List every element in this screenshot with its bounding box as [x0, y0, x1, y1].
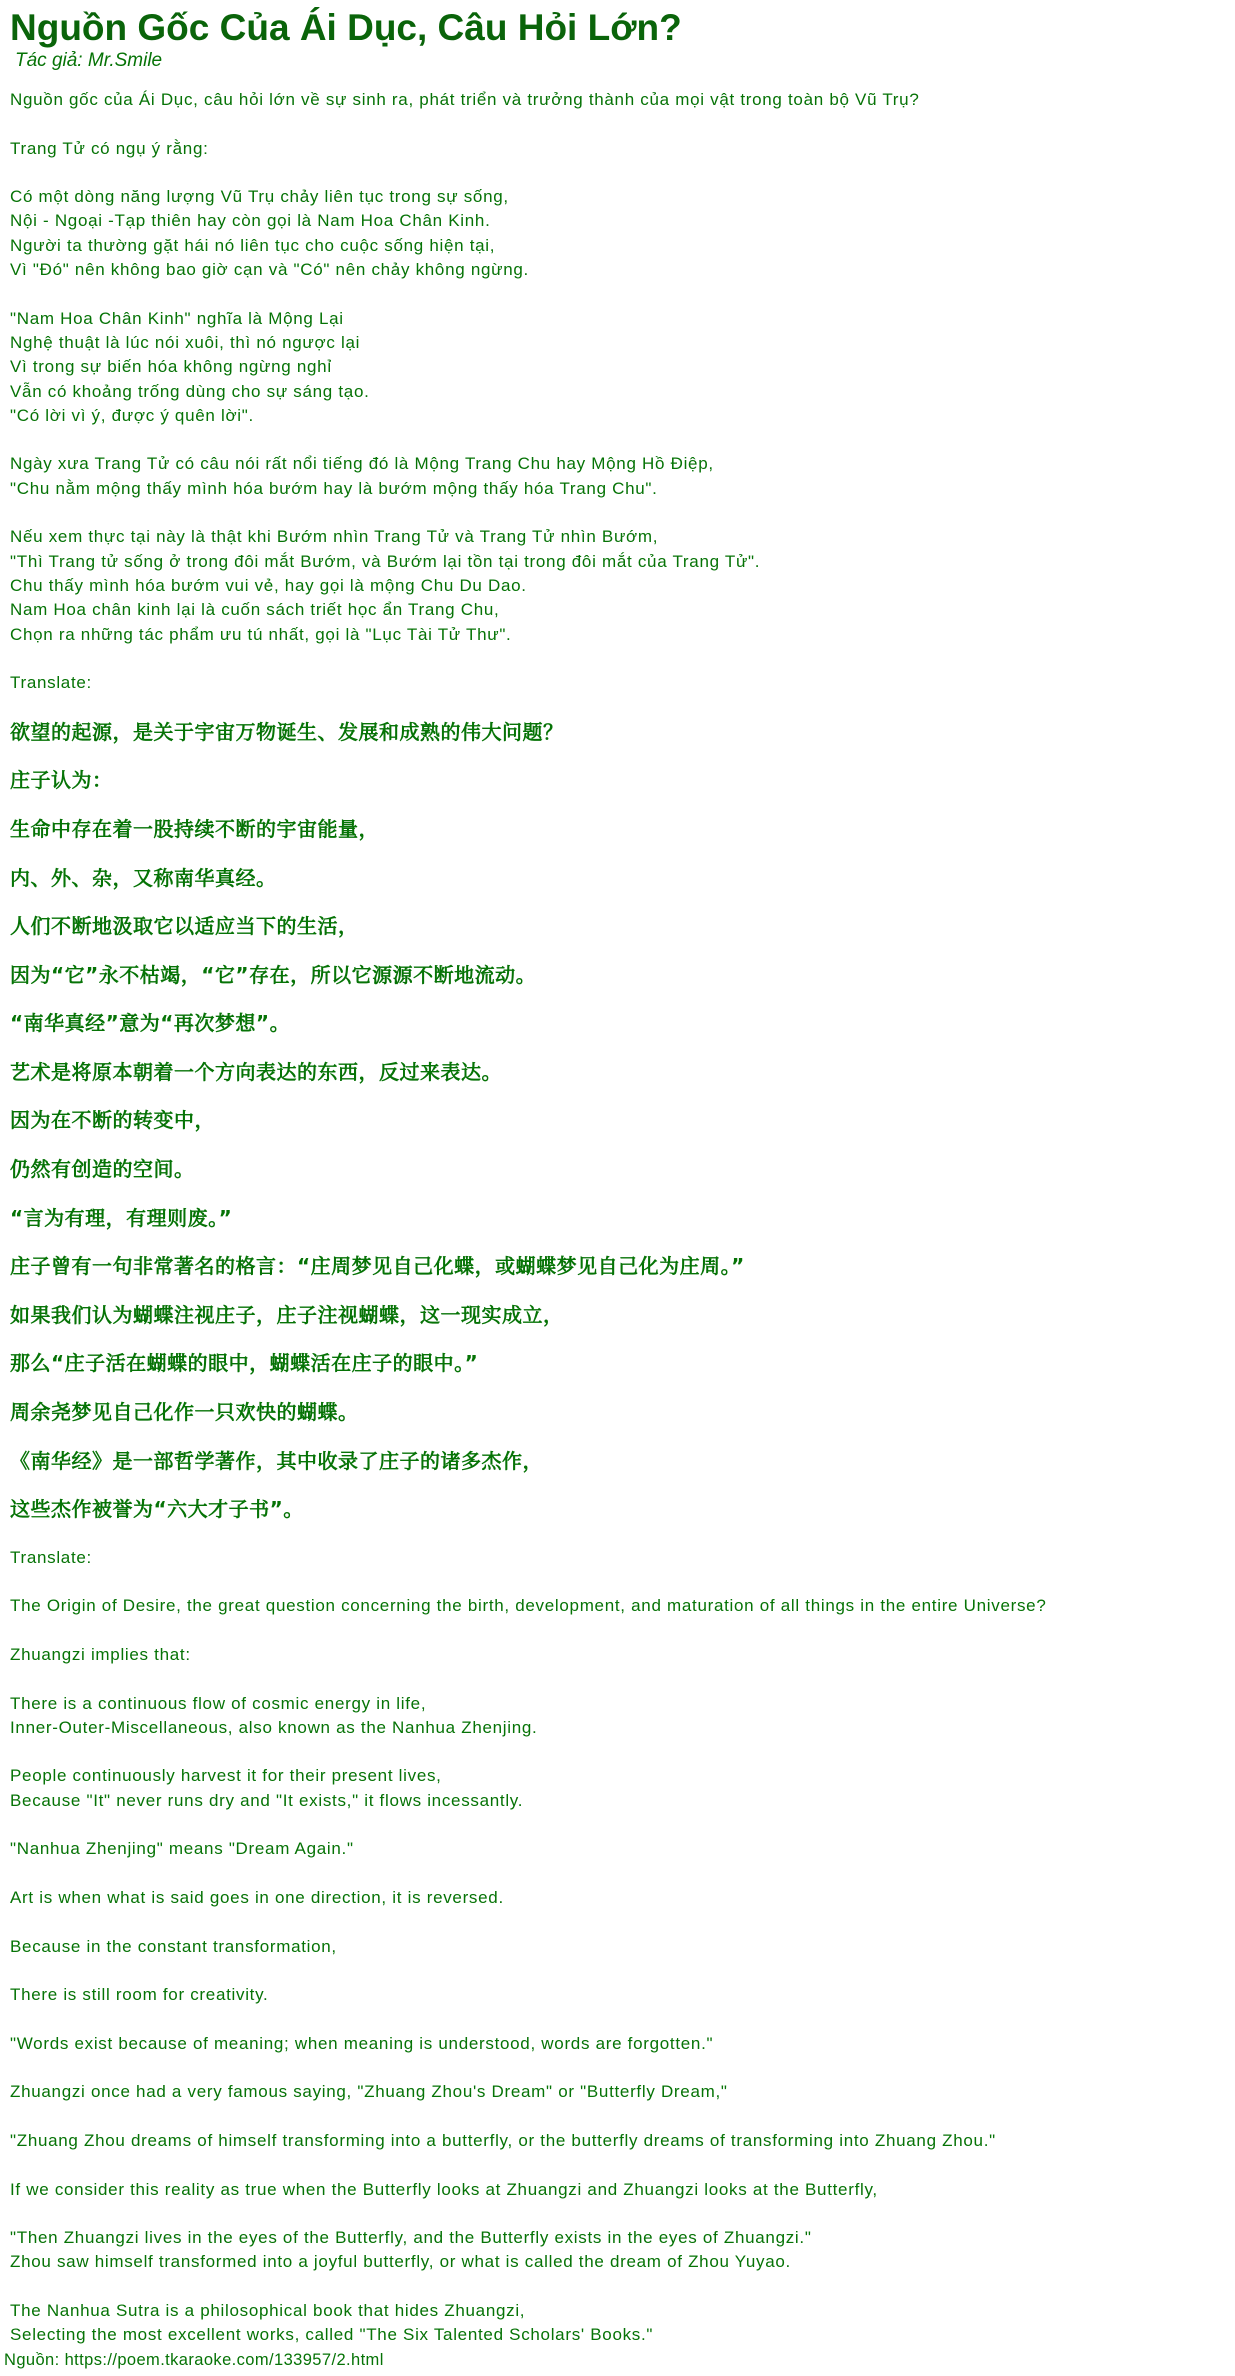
text-line: If we consider this reality as true when the Butterfly looks at Zhuangzi and Zhuangzi looks at the Butterfly, [10, 2179, 878, 2199]
text-line: The Nanhua Sutra is a philosophical book that hides Zhuangzi, [10, 2301, 526, 2321]
paragraph [10, 2080, 1225, 2104]
text-line: Selecting the most excellent works, called "The Six Talented Scholars' Books." [10, 2325, 654, 2345]
text-line: "Chu nằm mộng thấy mình hóa bướm hay là bướm mộng thấy hóa Trang Chu". [10, 478, 658, 498]
paragraph [10, 137, 1225, 161]
text-line: Nguồn gốc của Ái Dục, câu hỏi lớn về sự sinh ra, phát triển và trưởng thành của mọi vật trong toàn bộ Vũ Trụ? [10, 90, 920, 109]
paragraph [10, 1400, 1225, 1424]
paragraph [10, 2299, 1225, 2348]
text-line: 艺术是将原本朝着一个方向表达的东西，反过来表达。 [10, 1059, 502, 1084]
paragraph [10, 1060, 1225, 1084]
text-line: 因为在不断的转变中， [10, 1108, 215, 1133]
text-line: “南华真经”意为“再次梦想”。 [10, 1011, 291, 1036]
paragraph [10, 817, 1225, 841]
paragraph [10, 1764, 1225, 1813]
text-line: 人们不断地汲取它以适应当下的生活， [10, 914, 359, 939]
text-line: 仍然有创造的空间。 [10, 1157, 195, 1182]
text-line: "Words exist because of meaning; when meaning is understood, words are forgotten." [10, 2033, 714, 2053]
paragraph [10, 2178, 1225, 2202]
author-line: Tác giả: Mr.Smile [15, 50, 163, 71]
text-line: 因为“它”永不枯竭，“它”存在，所以它源源不断地流动。 [10, 962, 537, 987]
paragraph [10, 1983, 1225, 2007]
text-line: Chu thấy mình hóa bướm vui vẻ, hay gọi là mộng Chu Du Dao. [10, 575, 527, 595]
text-line: "Có lời vì ý, được ý quên lời". [10, 405, 254, 425]
paragraph [10, 2129, 1225, 2153]
text-line: Nam Hoa chân kinh lại là cuốn sách triết học ẩn Trang Chu, [10, 600, 500, 620]
paragraph [10, 1206, 1225, 1230]
paragraph [10, 307, 1225, 428]
paragraph [10, 1449, 1225, 1473]
text-line: "Nam Hoa Chân Kinh" nghĩa là Mộng Lại [10, 308, 344, 328]
text-line: 周余尧梦见自己化作一只欢快的蝴蝶。 [10, 1400, 359, 1425]
paragraph [10, 525, 1225, 646]
text-line: Nếu xem thực tại này là thật khi Bướm nhìn Trang Tử và Trang Tử nhìn Bướm, [10, 527, 659, 547]
paragraph [10, 1837, 1225, 1861]
text-line: Nghệ thuật là lúc nói xuôi, thì nó ngược lại [10, 332, 361, 352]
text-line: Trang Tử có ngụ ý rằng: [10, 138, 209, 158]
paragraph [10, 1643, 1225, 1667]
text-line: 这些杰作被誉为“六大才子书”。 [10, 1497, 304, 1522]
text-line: Translate: [10, 673, 92, 693]
text-line: "Then Zhuangzi lives in the eyes of the Butterfly, and the Butterfly exists in the eyes of Zhuangzi." [10, 2228, 812, 2248]
paragraph [10, 1108, 1225, 1132]
text-line: Nội - Ngoại -Tạp thiên hay còn gọi là Nam Hoa Chân Kinh. [10, 211, 491, 231]
text-line: “言为有理，有理则废。” [10, 1205, 233, 1230]
text-line: There is a continuous flow of cosmic energy in life, [10, 1693, 427, 1713]
text-line: 内、外、杂，又称南华真经。 [10, 865, 277, 890]
paragraph [10, 914, 1225, 938]
text-line: Inner-Outer-Miscellaneous, also known as the Nanhua Zhenjing. [10, 1717, 538, 1737]
paragraph [10, 768, 1225, 792]
paragraph [10, 2226, 1225, 2275]
text-line: Vẫn có khoảng trống dùng cho sự sáng tạo. [10, 381, 370, 401]
text-line: 《南华经》是一部哲学著作，其中收录了庄子的诸多杰作， [10, 1448, 543, 1473]
poem-body [10, 88, 1225, 2348]
text-line: 生命中存在着一股持续不断的宇宙能量， [10, 816, 379, 841]
paragraph [10, 866, 1225, 890]
text-line: 那么“庄子活在蝴蝶的眼中，蝴蝶活在庄子的眼中。” [10, 1351, 479, 1376]
paragraph [10, 1594, 1225, 1618]
text-line: The Origin of Desire, the great question concerning the birth, development, and maturation of all things in the entire Universe? [10, 1596, 1047, 1616]
text-line: 庄子认为： [10, 768, 113, 793]
text-line: "Zhuang Zhou dreams of himself transforming into a butterfly, or the butterfly dreams of transforming into Zhuang Zhou." [10, 2130, 996, 2150]
paragraph [10, 2032, 1225, 2056]
text-line: 庄子曾有一句非常著名的格言：“庄周梦见自己化蝶，或蝴蝶梦见自己化为庄周。” [10, 1254, 745, 1279]
page-title: Nguồn Gốc Của Ái Dục, Câu Hỏi Lớn? [10, 7, 682, 48]
text-line: Vì trong sự biến hóa không ngừng nghỉ [10, 357, 332, 377]
paragraph [10, 1303, 1225, 1327]
source-line: Nguồn: https://poem.tkaraoke.com/133957/2.html [4, 2350, 384, 2369]
paragraph [10, 720, 1225, 744]
text-line: People continuously harvest it for their present lives, [10, 1766, 442, 1786]
text-line: Zhou saw himself transformed into a joyful butterfly, or what is called the dream of Zhou Yuyao. [10, 2252, 791, 2272]
paragraph [10, 1692, 1225, 1741]
text-line: There is still room for creativity. [10, 1985, 269, 2005]
text-line: Because "It" never runs dry and "It exists," it flows incessantly. [10, 1790, 524, 1810]
text-line: Zhuangzi implies that: [10, 1645, 191, 1664]
paragraph [10, 1935, 1225, 1959]
text-line: 如果我们认为蝴蝶注视庄子，庄子注视蝴蝶，这一现实成立， [10, 1302, 564, 1327]
text-line: Người ta thường gặt hái nó liên tục cho cuộc sống hiện tại, [10, 235, 496, 255]
text-line: "Nanhua Zhenjing" means "Dream Again." [10, 1839, 354, 1859]
text-line: Có một dòng năng lượng Vũ Trụ chảy liên tục trong sự sống, [10, 187, 509, 207]
paragraph [10, 671, 1225, 695]
text-line: "Thì Trang tử sống ở trong đôi mắt Bướm, và Bướm lại tồn tại trong đôi mắt của Trang Tử". [10, 551, 761, 571]
text-line: Ngày xưa Trang Tử có câu nói rất nổi tiếng đó là Mộng Trang Chu hay Mộng Hồ Điệp, [10, 454, 714, 474]
text-line: Because in the constant transformation, [10, 1936, 337, 1956]
paragraph [10, 88, 1225, 112]
text-line: Vì "Đó" nên không bao giờ cạn và "Có" nên chảy không ngừng. [10, 260, 529, 280]
text-line: Zhuangzi once had a very famous saying, "Zhuang Zhou's Dream" or "Butterfly Dream," [10, 2082, 728, 2102]
text-line: 欲望的起源，是关于宇宙万物诞生、发展和成熟的伟大问题？ [10, 719, 564, 744]
paragraph [10, 1254, 1225, 1278]
paragraph [10, 1497, 1225, 1521]
paragraph [10, 963, 1225, 987]
paragraph [10, 1546, 1225, 1570]
text-line: Art is when what is said goes in one direction, it is reversed. [10, 1887, 504, 1907]
paragraph [10, 1157, 1225, 1181]
paragraph [10, 1011, 1225, 1035]
text-line: Translate: [10, 1547, 92, 1567]
paragraph [10, 185, 1225, 282]
paragraph [10, 452, 1225, 501]
paragraph [10, 1351, 1225, 1375]
text-line: Chọn ra những tác phẩm ưu tú nhất, gọi là "Lục Tài Tử Thư". [10, 624, 512, 644]
paragraph [10, 1886, 1225, 1910]
